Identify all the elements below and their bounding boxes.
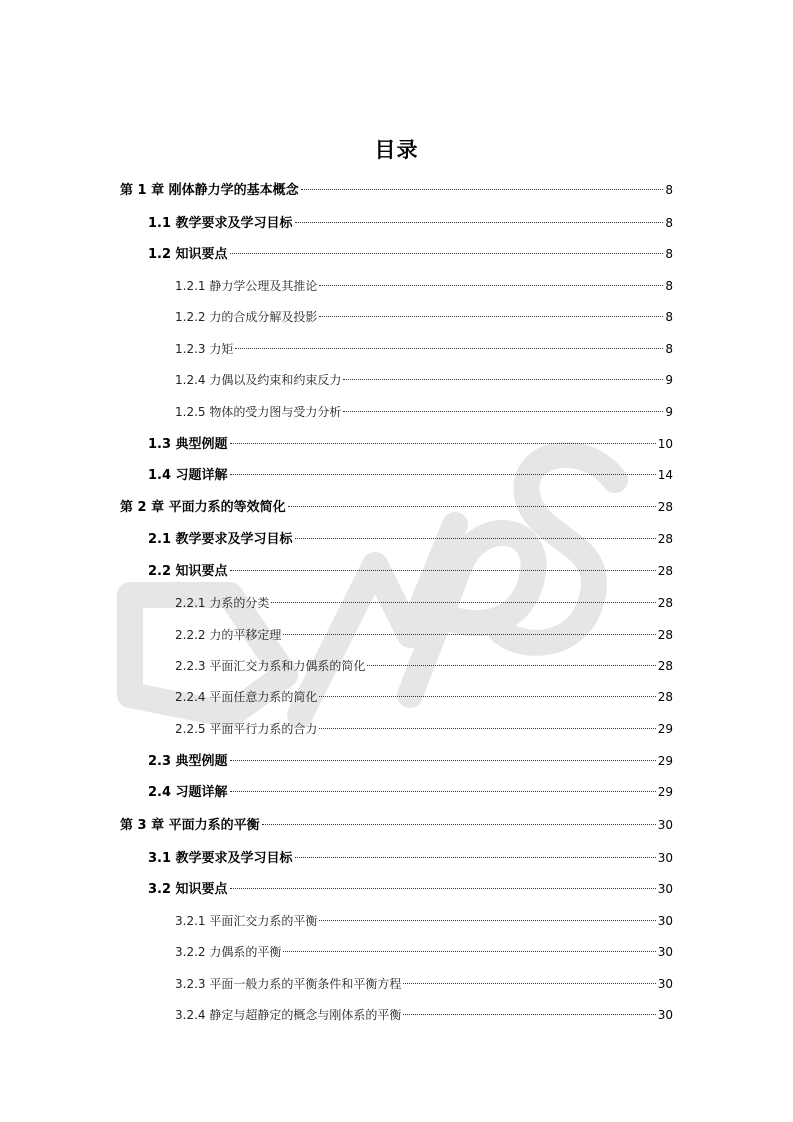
toc-entry-label: 2.2.3 平面汇交力系和力偶系的简化 bbox=[175, 659, 366, 673]
toc-entry-label: 第 3 章 平面力系的平衡 bbox=[120, 818, 260, 833]
toc-entry[interactable] bbox=[148, 213, 673, 233]
toc-entry-page-number: 8 bbox=[665, 342, 673, 356]
toc-dot-leader bbox=[230, 443, 656, 444]
toc-entry-label: 1.2.4 力偶以及约束和约束反力 bbox=[175, 373, 342, 387]
toc-dot-leader bbox=[235, 348, 663, 349]
toc-entry-page-number: 29 bbox=[657, 722, 673, 736]
toc-entry-page-number: 9 bbox=[665, 405, 673, 419]
toc-entry-page-number: 30 bbox=[657, 851, 673, 865]
toc-entry[interactable] bbox=[148, 465, 673, 485]
toc-entry-label: 3.2.4 静定与超静定的概念与刚体系的平衡 bbox=[175, 1008, 402, 1022]
toc-dot-leader bbox=[271, 602, 655, 603]
toc-entry-label: 3.2.3 平面一般力系的平衡条件和平衡方程 bbox=[175, 977, 402, 991]
toc-entry-page-number: 29 bbox=[657, 785, 673, 799]
toc-entry[interactable] bbox=[175, 687, 673, 707]
toc-entry[interactable] bbox=[148, 244, 673, 264]
toc-entry-label: 2.2 知识要点 bbox=[148, 564, 228, 579]
toc-entry[interactable] bbox=[175, 593, 673, 613]
toc-entry-label: 2.2.2 力的平移定理 bbox=[175, 628, 282, 642]
toc-dot-leader bbox=[319, 920, 655, 921]
toc-entry[interactable] bbox=[175, 402, 673, 422]
toc-entry-page-number: 30 bbox=[657, 977, 673, 991]
toc-dot-leader bbox=[283, 634, 655, 635]
toc-entry[interactable] bbox=[148, 434, 673, 454]
toc-dot-leader bbox=[319, 696, 655, 697]
toc-entry[interactable] bbox=[120, 815, 673, 835]
toc-dot-leader bbox=[230, 570, 656, 571]
toc-entry-page-number: 30 bbox=[657, 882, 673, 896]
toc-dot-leader bbox=[319, 316, 663, 317]
toc-entry[interactable] bbox=[175, 974, 673, 994]
toc-entry[interactable] bbox=[175, 339, 673, 359]
toc-entry[interactable] bbox=[175, 656, 673, 676]
toc-entry-page-number: 9 bbox=[665, 373, 673, 387]
toc-entry[interactable] bbox=[148, 529, 673, 549]
toc-dot-leader bbox=[230, 791, 656, 792]
toc-dot-leader bbox=[295, 857, 656, 858]
toc-entry-label: 1.4 习题详解 bbox=[148, 468, 228, 483]
toc-entry-label: 第 1 章 刚体静力学的基本概念 bbox=[120, 183, 299, 198]
toc-entry-label: 2.1 教学要求及学习目标 bbox=[148, 532, 293, 547]
toc-dot-leader bbox=[230, 474, 656, 475]
toc-entry[interactable] bbox=[175, 942, 673, 962]
toc-entry[interactable] bbox=[175, 307, 673, 327]
toc-dot-leader bbox=[343, 411, 663, 412]
toc-dot-leader bbox=[230, 760, 656, 761]
toc-dot-leader bbox=[403, 983, 655, 984]
toc-dot-leader bbox=[319, 285, 663, 286]
toc-entry[interactable] bbox=[120, 180, 673, 200]
toc-entry[interactable] bbox=[148, 848, 673, 868]
toc-entry-label: 1.3 典型例题 bbox=[148, 437, 228, 452]
toc-entry-page-number: 30 bbox=[657, 914, 673, 928]
toc-entry[interactable] bbox=[175, 911, 673, 931]
toc-entry-page-number: 30 bbox=[657, 818, 673, 832]
toc-dot-leader bbox=[295, 222, 664, 223]
toc-dot-leader bbox=[230, 888, 656, 889]
toc-entry-label: 2.2.5 平面平行力系的合力 bbox=[175, 722, 318, 736]
toc-entry[interactable] bbox=[148, 782, 673, 802]
toc-entry-label: 1.2.5 物体的受力图与受力分析 bbox=[175, 405, 342, 419]
toc-dot-leader bbox=[367, 665, 655, 666]
toc-entry-page-number: 10 bbox=[657, 437, 673, 451]
toc-entry-page-number: 28 bbox=[657, 500, 673, 514]
toc-entry-page-number: 14 bbox=[657, 468, 673, 482]
toc-entry-page-number: 28 bbox=[657, 564, 673, 578]
toc-dot-leader bbox=[288, 506, 656, 507]
toc-entry[interactable] bbox=[175, 276, 673, 296]
toc-entry-label: 1.2 知识要点 bbox=[148, 247, 228, 262]
toc-dot-leader bbox=[230, 253, 664, 254]
toc-entry-page-number: 28 bbox=[657, 596, 673, 610]
toc-entry-label: 1.1 教学要求及学习目标 bbox=[148, 216, 293, 231]
toc-entry-label: 2.2.1 力系的分类 bbox=[175, 596, 270, 610]
toc-entry-page-number: 8 bbox=[665, 310, 673, 324]
toc-entry-page-number: 28 bbox=[657, 690, 673, 704]
toc-entry[interactable] bbox=[148, 879, 673, 899]
toc-dot-leader bbox=[295, 538, 656, 539]
toc-entry-label: 2.2.4 平面任意力系的简化 bbox=[175, 690, 318, 704]
toc-entry-page-number: 28 bbox=[657, 628, 673, 642]
toc-entry-page-number: 28 bbox=[657, 532, 673, 546]
toc-entry[interactable] bbox=[120, 497, 673, 517]
toc-entry[interactable] bbox=[175, 719, 673, 739]
toc-entry[interactable] bbox=[175, 370, 673, 390]
toc-entry[interactable] bbox=[175, 1005, 673, 1025]
toc-entry-label: 3.2.1 平面汇交力系的平衡 bbox=[175, 914, 318, 928]
toc-dot-leader bbox=[262, 824, 656, 825]
toc-entry-label: 2.3 典型例题 bbox=[148, 754, 228, 769]
toc-dot-leader bbox=[301, 189, 664, 190]
page-title: 目录 bbox=[374, 138, 419, 162]
toc-entry-page-number: 28 bbox=[657, 659, 673, 673]
toc-entry-page-number: 8 bbox=[665, 183, 673, 197]
toc-entry[interactable] bbox=[148, 751, 673, 771]
toc-entry-label: 3.2.2 力偶系的平衡 bbox=[175, 945, 282, 959]
toc-entry[interactable] bbox=[148, 561, 673, 581]
toc-dot-leader bbox=[403, 1014, 655, 1015]
toc-entry-label: 3.2 知识要点 bbox=[148, 882, 228, 897]
toc-entry-label: 第 2 章 平面力系的等效简化 bbox=[120, 500, 286, 515]
toc-entry-page-number: 8 bbox=[665, 279, 673, 293]
toc-entry-page-number: 30 bbox=[657, 945, 673, 959]
toc-entry-page-number: 30 bbox=[657, 1008, 673, 1022]
toc-dot-leader bbox=[319, 728, 655, 729]
toc-entry-page-number: 29 bbox=[657, 754, 673, 768]
toc-entry-page-number: 8 bbox=[665, 216, 673, 230]
toc-entry-label: 1.2.1 静力学公理及其推论 bbox=[175, 279, 318, 293]
toc-entry-page-number: 8 bbox=[665, 247, 673, 261]
toc-entry-label: 2.4 习题详解 bbox=[148, 785, 228, 800]
toc-entry[interactable] bbox=[175, 625, 673, 645]
toc-entry-label: 1.2.3 力矩 bbox=[175, 342, 234, 356]
toc-dot-leader bbox=[283, 951, 655, 952]
toc-dot-leader bbox=[343, 379, 663, 380]
toc-entry-label: 1.2.2 力的合成分解及投影 bbox=[175, 310, 318, 324]
toc-entry-label: 3.1 教学要求及学习目标 bbox=[148, 851, 293, 866]
